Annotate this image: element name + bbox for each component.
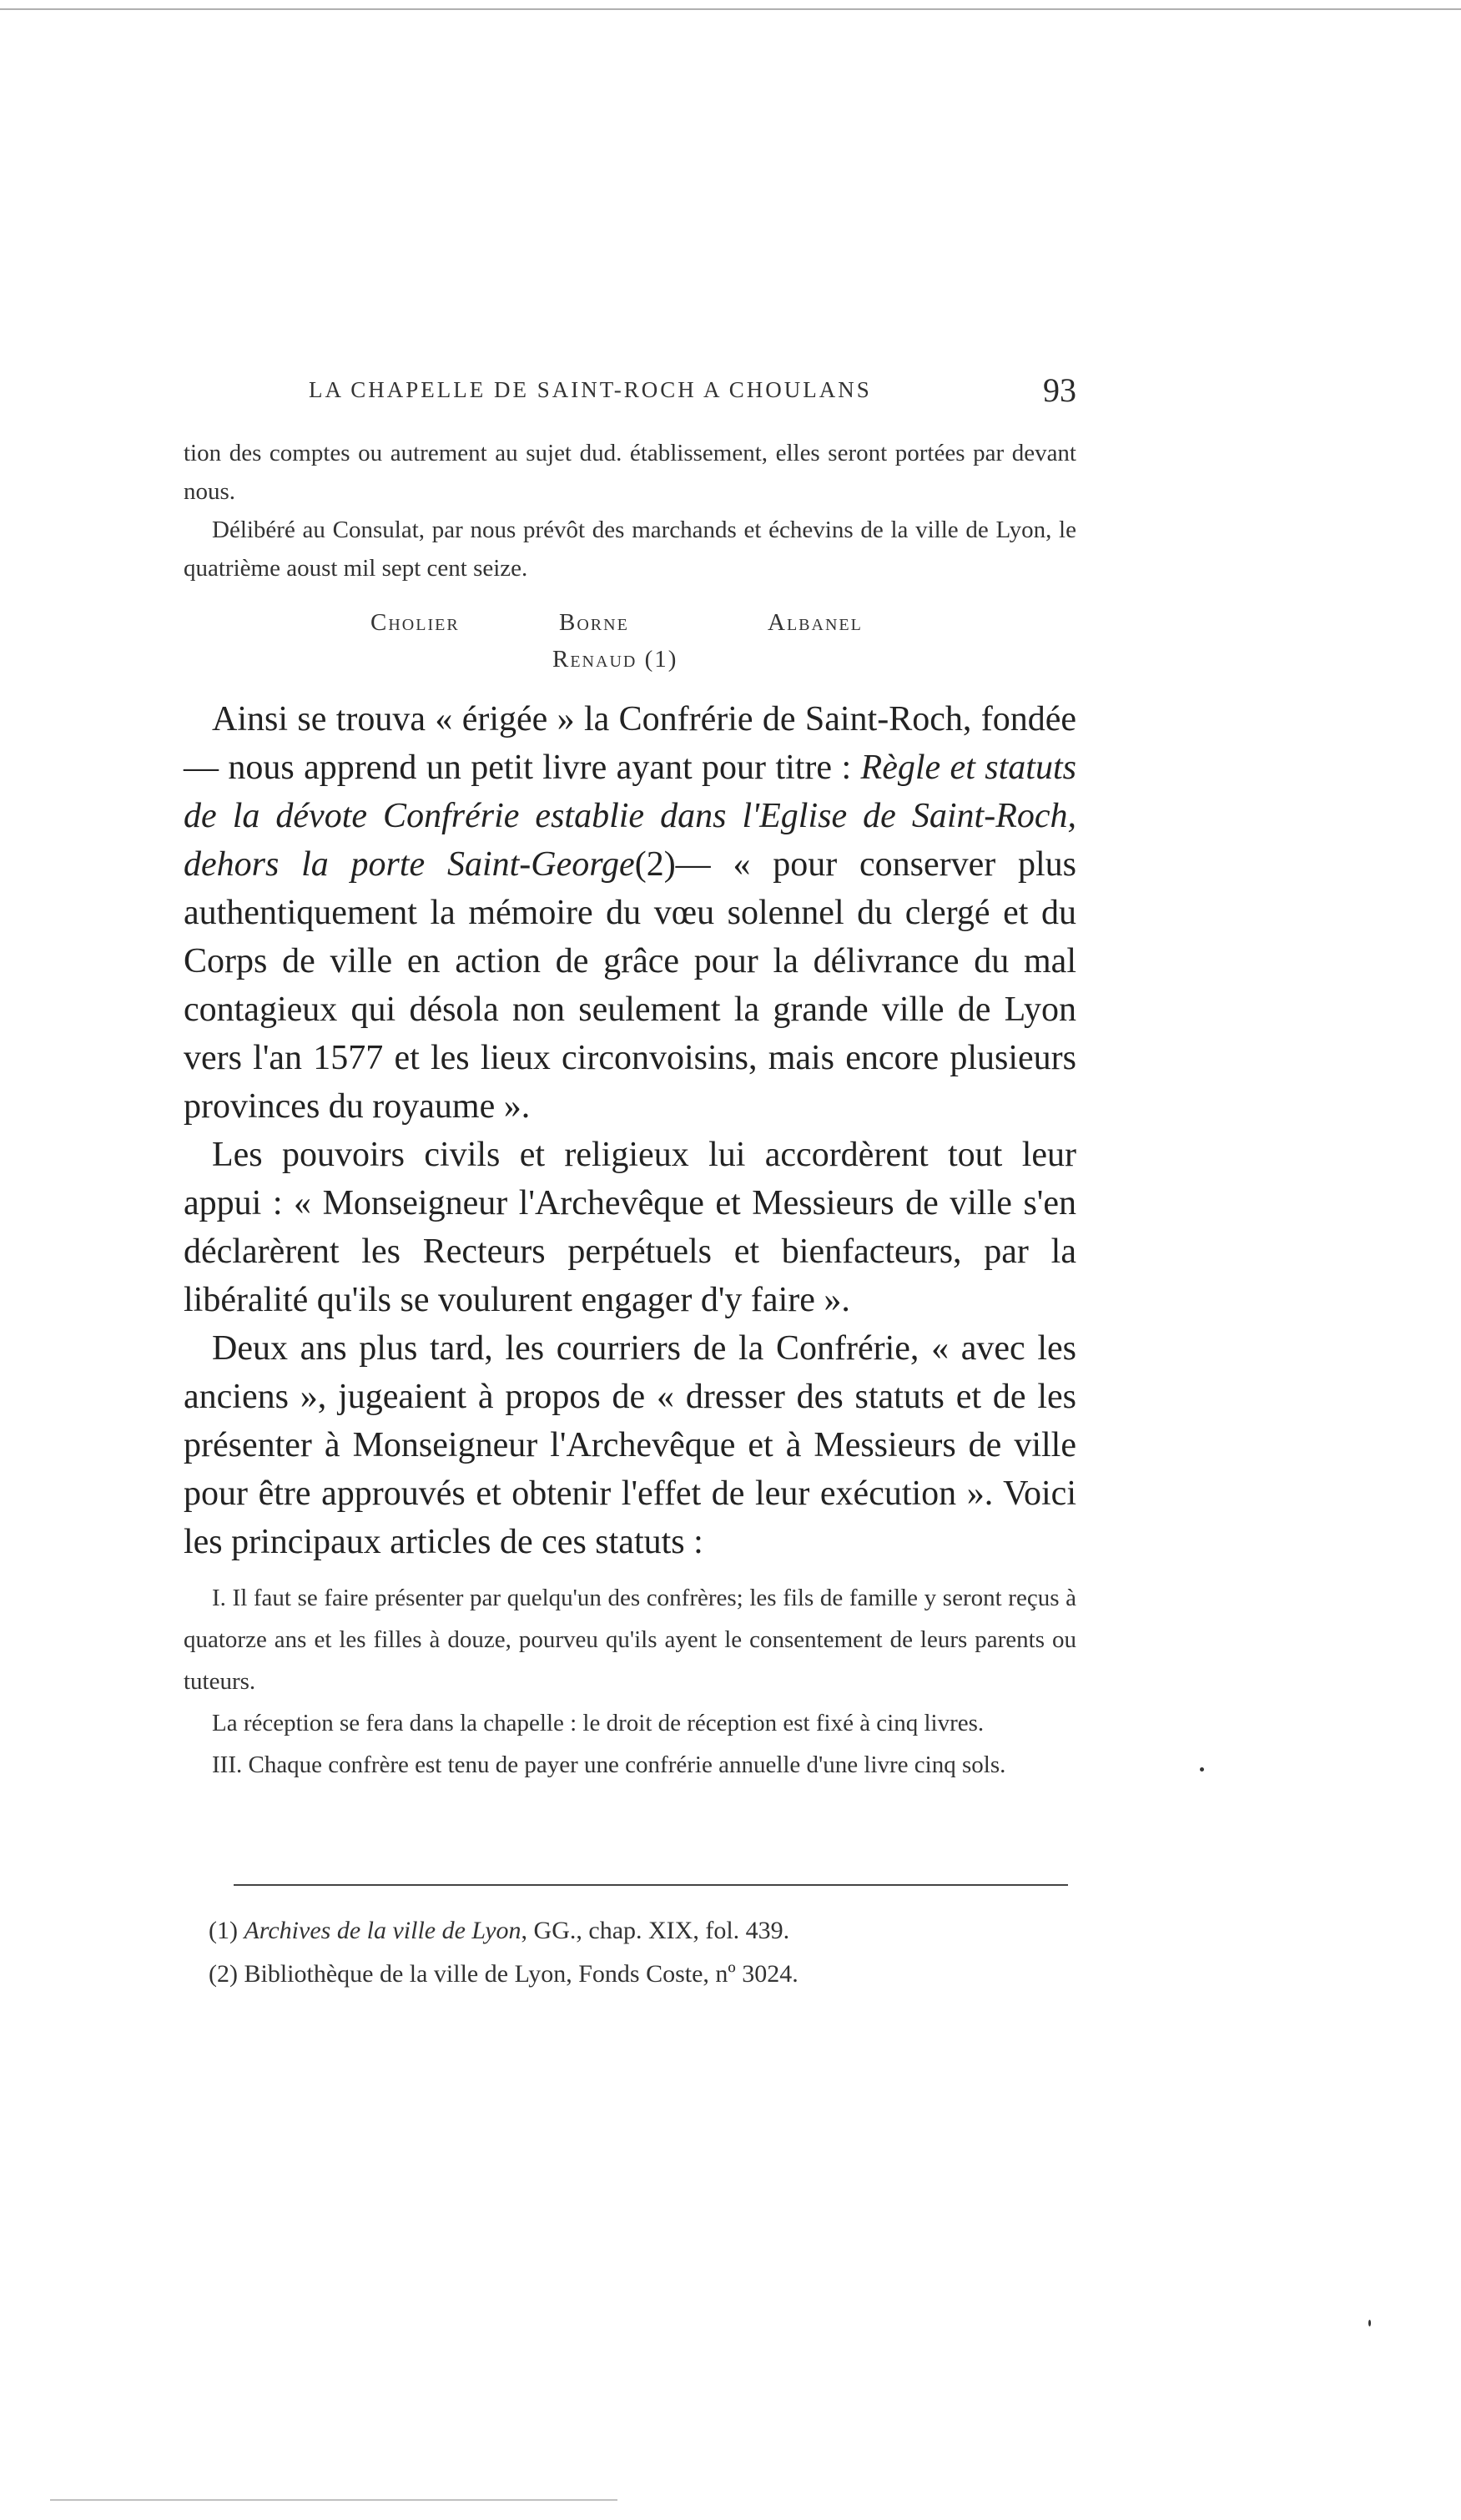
- footnote-rule: [234, 1884, 1068, 1886]
- footnote-1-title: Archives de la ville de Lyon: [244, 1917, 521, 1944]
- signature-cholier: Cholier: [370, 609, 460, 636]
- book-title: Règle et statuts de la dévote Confrérie establie dans l'Eglise de Saint-Roch, dehors la porte Saint-George: [184, 748, 1076, 884]
- scan-edge-bottom: [50, 2499, 617, 2501]
- scan-edge-top: [0, 8, 1461, 10]
- intro-line-2: Délibéré au Consulat, par nous prévôt des marchands et échevins de la ville de Lyon, le quatrième aoust mil sept cent seize.: [184, 517, 1076, 582]
- article-1: I. Il faut se faire présenter par quelqu'un des confrères; les fils de famille y seront reçus à quatorze ans et les filles à douze, pourveu qu'ils ayent le consentement de leurs parents ou tuteurs.: [184, 1585, 1076, 1695]
- intro-text: [184, 434, 1076, 587]
- scan-speck: [1368, 2320, 1371, 2326]
- running-title: LA CHAPELLE DE SAINT-ROCH A CHOULANS: [309, 377, 872, 402]
- signature-borne: Borne: [559, 609, 629, 636]
- statute-articles: [184, 1577, 1076, 1786]
- footnote-1: [209, 1909, 1076, 1953]
- paragraph-3: Deux ans plus tard, les courriers de la Confrérie, « avec les anciens », jugeaient à propos de « dresser des statuts et de les présenter à Monseigneur l'Archevêque et à Messieurs de ville pour être approuvés et obtenir l'effet de leur exécution ». Voici les principaux articles de ces statuts :: [184, 1329, 1076, 1561]
- signature-albanel: Albanel: [768, 609, 863, 636]
- paragraph-1: [184, 695, 1076, 1131]
- page-number: 93: [1043, 371, 1076, 409]
- paragraph-1-end: (2)— « pour conserver plus authentiquement la mémoire du vœu solennel du clergé et du Corps de ville en action de grâce pour la délivrance du mal contagieux qui désola non seulement la grande ville de Lyon vers l'an 1577 et les lieux circonvoisins, mais encore plusieurs provinces du royaume ».: [184, 845, 1076, 1126]
- footnote-1-number: (1): [209, 1917, 244, 1944]
- footnote-1-rest: , GG., chap. XIX, fol. 439.: [521, 1917, 790, 1944]
- signatures: [184, 607, 1076, 691]
- intro-line-1: tion des comptes ou autrement au sujet dud. établissement, elles seront portées par devant nous.: [184, 440, 1076, 505]
- article-2: La réception se fera dans la chapelle : le droit de réception est fixé à cinq livres.: [212, 1710, 985, 1736]
- main-text: [184, 695, 1076, 1566]
- article-3: III. Chaque confrère est tenu de payer une confrérie annuelle d'une livre cinq sols.: [212, 1751, 1006, 1778]
- paragraph-2: Les pouvoirs civils et religieux lui accordèrent tout leur appui : « Monseigneur l'Archevêque et Messieurs de ville s'en déclarèrent les Recteurs perpétuels et bienfacteurs, par la libéralité qu'ils se voulurent engager d'y faire ».: [184, 1136, 1076, 1319]
- scan-speck: [1200, 1767, 1204, 1772]
- paragraph-1-start: Ainsi se trouva « érigée » la Confrérie de Saint-Roch, fondée — nous apprend un petit livre ayant pour titre :: [184, 700, 1076, 787]
- footnote-2: (2) Bibliothèque de la ville de Lyon, Fonds Coste, nº 3024.: [209, 1960, 799, 1988]
- running-head: [184, 367, 1076, 417]
- footnotes: [209, 1909, 1076, 1996]
- signature-renaud: Renaud (1): [552, 646, 678, 673]
